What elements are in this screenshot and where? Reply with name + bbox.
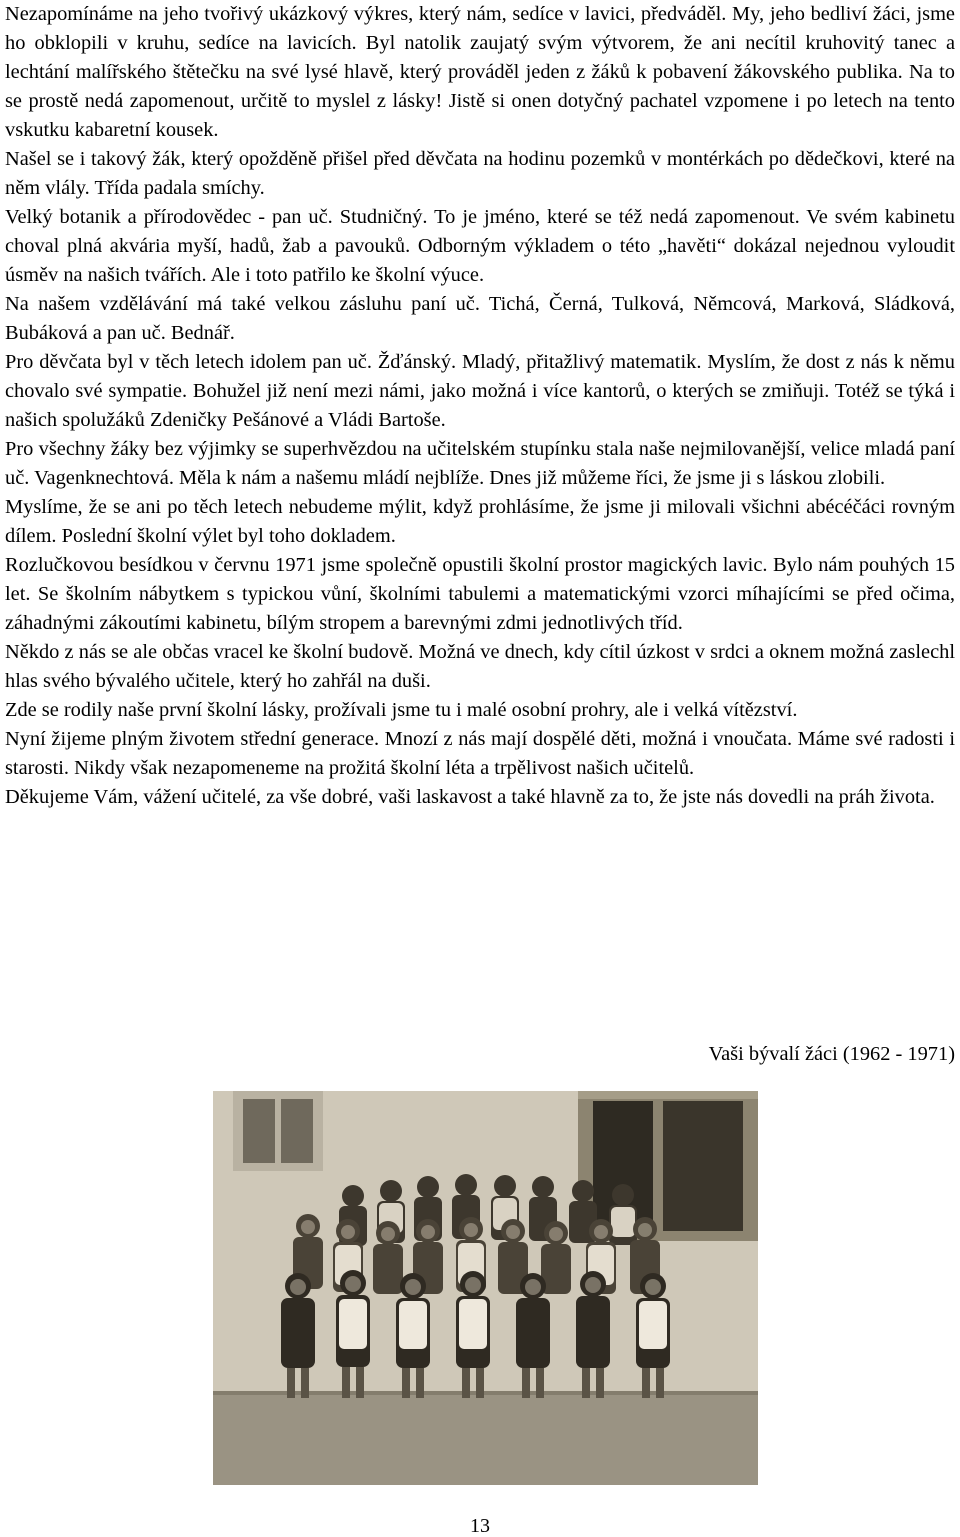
paragraph-drawing-lesson: Nezapomínáme na jeho tvořivý ukázkový výkres, který nám, sedíce v lavici, předváděl. My, jeho bedliví žáci, jsme ho obklopili v kruhu, sedíce na lavicích. Byl natolik zaujatý svým výtvorem, že ani necítil kruhovitý tanec a lechtání malířského štětečku na své lysé hlavě, který prováděl jeden z žáků k pobavení žákovského publika. Na to se prostě nedá zapomenout, určitě to myslel z lásky! Jistě si onen dotyčný pachatel vzpomene i po letech na tento vskutku kabaretní kousek. bbox=[5, 3, 955, 141]
paragraph-botanist: Velký botanik a přírodovědec - pan uč. Studničný. To je jméno, které se též nedá zapomenout. Ve svém kabinetu choval plná akvária myší, hadů, žab a pavouků. Odborným výkladem o této „havěti“ dokázal nejednou vyloudit úsměv na našich tvářích. Ale i toto patřilo ke školní výuce. bbox=[5, 206, 955, 286]
class-photo bbox=[213, 1091, 758, 1485]
paragraph-returning: Někdo z nás se ale občas vracel ke školní budově. Možná ve dnech, kdy cítil úzkost v srdci a oknem možná zaslechl hlas svého bývalého učitele, který ho zahřál na duši. bbox=[5, 641, 955, 692]
paragraph-present-life: Nyní žijeme plným životem střední generace. Mnozí z nás mají dospělé děti, možná i vnoučata. Máme své radosti i starosti. Nikdy však nezapomeneme na prožitá školní léta a trpělivost našich učitelů. bbox=[5, 728, 955, 779]
paragraph-first-loves: Zde se rodily naše první školní lásky, prožívali jsme tu i malé osobní prohry, ale i velká vítězství. bbox=[5, 699, 798, 721]
page-number: 13 bbox=[470, 1515, 490, 1537]
paragraph-thanks: Děkujeme Vám, vážení učitelé, za vše dobré, vaši laskavost a také hlavně za to, že jste nás dovedli na práh života. bbox=[5, 786, 935, 808]
paragraph-farewell: Rozlučkovou besídkou v červnu 1971 jsme společně opustili školní prostor magických lavic. Bylo nám pouhých 15 let. Se školním nábytkem s typickou vůní, školními tabulemi a matematickými vzorci míhajícími se před očima, záhadnými zákoutími kabinetu, bílým stropem a barevnými zdmi jednotlivých tříd. bbox=[5, 554, 955, 634]
paragraph-favorite-teacher: Pro všechny žáky bez výjimky se superhvězdou na učitelském stupínku stala naše nejmilovanější, velice mladá paní uč. Vagenknechtová. Měla k nám a našemu mládí nejblíže. Dnes již můžeme říci, že jsme ji s láskou zlobili. bbox=[5, 438, 955, 489]
paragraph-overalls: Našel se i takový žák, který opožděně přišel před děvčata na hodinu pozemků v montérkách po dědečkovi, které na něm vlály. Třída padala smíchy. bbox=[5, 148, 955, 199]
body-text bbox=[5, 0, 955, 812]
paragraph-math-teacher: Pro děvčata byl v těch letech idolem pan uč. Žďánský. Mladý, přitažlivý matematik. Myslím, že dost z nás k němu chovalo své sympatie. Bohužel již není mezi námi, jako možná i více kantorů, o kterých se zmiňuji. Totéž se týká i našich spolužáků Zdeničky Pešánové a Vládi Bartoše. bbox=[5, 351, 955, 431]
paragraph-teachers: Na našem vzdělávání má také velkou zásluhu paní uč. Tichá, Černá, Tulková, Němcová, Marková, Sládková, Bubáková a pan uč. Bednář. bbox=[5, 293, 955, 344]
signature: Vaši bývalí žáci (1962 - 1971) bbox=[708, 1043, 955, 1065]
paragraph-last-trip: Myslíme, že se ani po těch letech nebudeme mýlit, když prohlásíme, že jsme ji milovali všichni abécéčáci rovným dílem. Poslední školní výlet byl toho dokladem. bbox=[5, 496, 955, 547]
